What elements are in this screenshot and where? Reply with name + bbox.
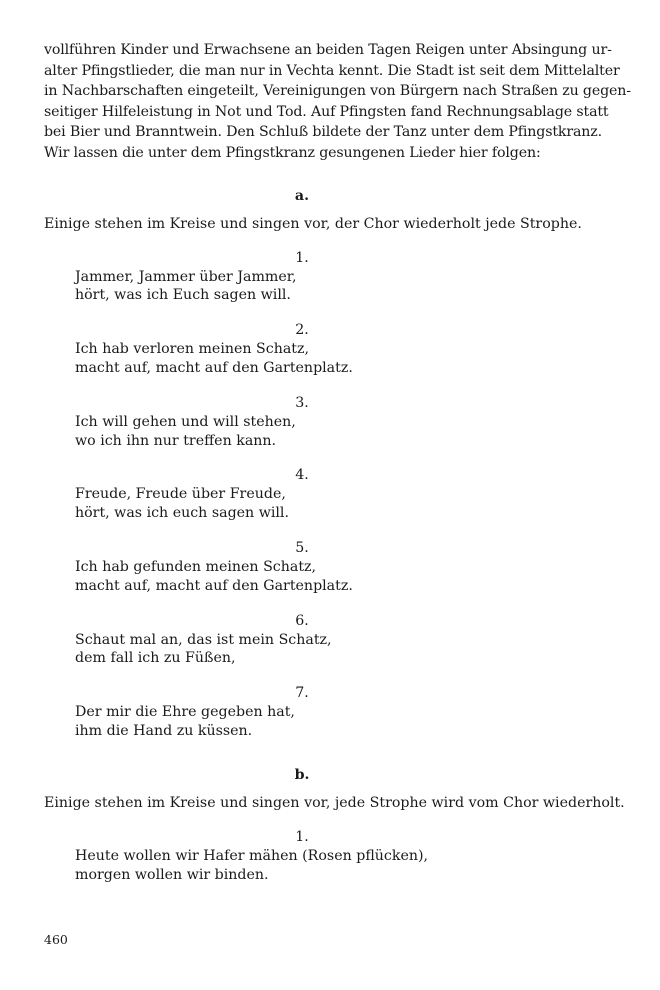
stanza (44, 827, 550, 885)
stanza-text (44, 631, 550, 669)
verse-line: hört, was ich euch sagen will. (75, 505, 289, 522)
intro-line: Wir lassen die unter dem Pfingstkranz gesungenen Lieder hier folgen: (44, 144, 541, 161)
verse-line: macht auf, macht auf den Gartenplatz. (75, 577, 353, 594)
stanza (44, 683, 550, 741)
stanza (44, 248, 550, 306)
verse-line: Jammer, Jammer über Jammer, (75, 268, 297, 285)
stanza (44, 320, 550, 378)
section-a-heading: a. (294, 187, 310, 204)
section-b-description: Einige stehen im Kreise und singen vor, jede Strophe wird vom Chor wiederholt. (44, 794, 625, 811)
verse-line: ihm die Hand zu küssen. (75, 722, 253, 739)
verse-line: dem fall ich zu Füßen, (75, 650, 236, 667)
stanza-text (44, 558, 550, 596)
stanza (44, 611, 550, 669)
stanza (44, 393, 550, 451)
stanza-number: 3. (295, 394, 309, 411)
intro-line: vollführen Kinder und Erwachsene an beiden Tagen Reigen unter Absingung ur- (44, 42, 612, 58)
intro-line: in Nachbarschaften eingeteilt, Vereinigungen von Bürgern nach Straßen zu gegen- (44, 83, 631, 100)
intro-line: seitiger Hilfeleistung in Not und Tod. Auf Pfingsten fand Rechnungsablage statt (44, 103, 609, 120)
stanza-number: 1. (295, 249, 309, 266)
page-number: 460 (44, 932, 68, 947)
stanza-number: 4. (295, 467, 309, 484)
stanza-number: 6. (295, 612, 309, 629)
page-body (44, 40, 631, 884)
verse-line: hört, was ich Euch sagen will. (75, 287, 291, 304)
verse-line: Ich hab gefunden meinen Schatz, (75, 558, 317, 575)
verse-line: wo ich ihn nur treffen kann. (75, 432, 277, 449)
section-b (44, 765, 625, 885)
stanza-text (44, 485, 550, 523)
verse-line: Der mir die Ehre gegeben hat, (75, 704, 295, 721)
verse-line: Heute wollen wir Hafer mähen (Rosen pflücken), (75, 847, 429, 864)
stanza-number: 5. (295, 539, 309, 556)
stanza-text (44, 340, 550, 378)
section-a (44, 186, 582, 741)
stanza-text (44, 847, 550, 885)
verse-line: Schaut mal an, das ist mein Schatz, (75, 631, 332, 648)
stanza-number: 7. (295, 685, 309, 702)
intro-line: alter Pfingstlieder, die man nur in Vechta kennt. Die Stadt ist seit dem Mittelalter (44, 62, 620, 79)
verse-line: Freude, Freude über Freude, (75, 486, 286, 503)
verse-line: Ich will gehen und will stehen, (75, 413, 296, 430)
stanza (44, 538, 550, 596)
stanza-text (44, 703, 550, 741)
verse-line: Ich hab verloren meinen Schatz, (75, 341, 309, 358)
stanza-text (44, 268, 550, 306)
stanza (44, 465, 550, 523)
section-a-description: Einige stehen im Kreise und singen vor, der Chor wiederholt jede Strophe. (44, 215, 582, 232)
verse-line: morgen wollen wir binden. (75, 866, 269, 883)
section-b-heading: b. (294, 766, 310, 783)
stanza-text (44, 413, 550, 451)
stanza-number: 2. (295, 322, 309, 339)
intro-line: bei Bier und Branntwein. Den Schluß bildete der Tanz unter dem Pfingstkranz. (44, 124, 602, 141)
intro-paragraph (44, 40, 631, 164)
verse-line: macht auf, macht auf den Gartenplatz. (75, 359, 353, 376)
stanza-number: 1. (295, 828, 309, 845)
